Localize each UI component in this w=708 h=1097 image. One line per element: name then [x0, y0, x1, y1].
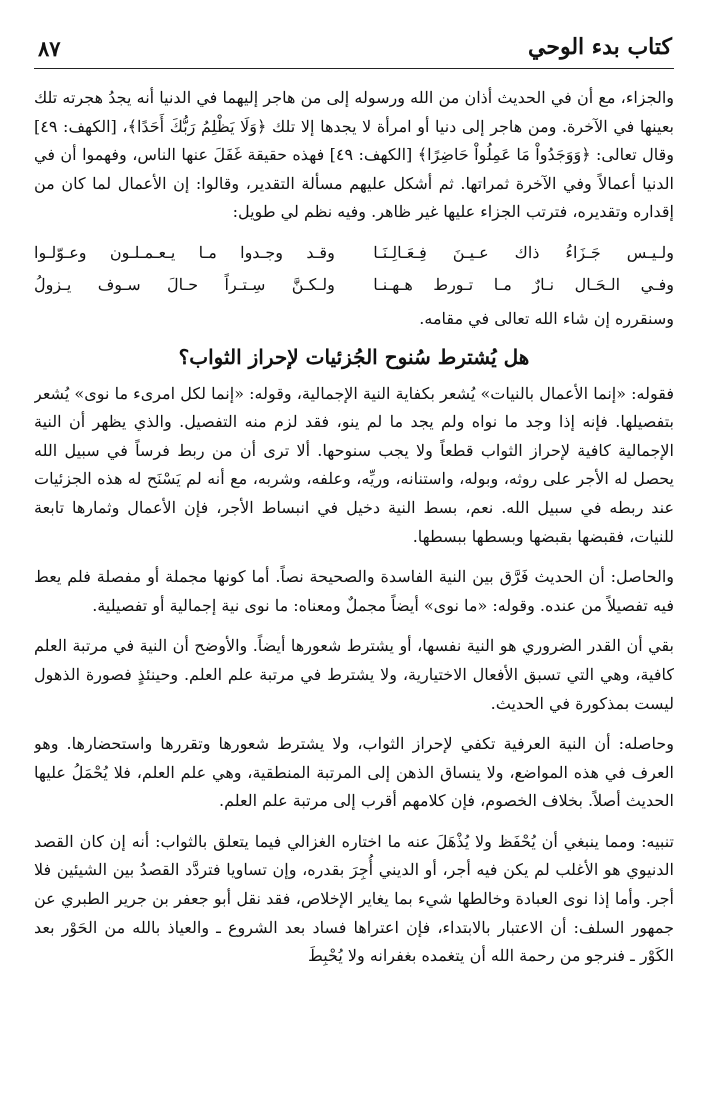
paragraph-2: وسنقرره إن شاء الله تعالى في مقامه.: [419, 308, 674, 328]
verse-1-first-hemistich: ولـيـس جَـزَاءُ ذاك عـيـنَ فِـعَـالِـنَـا: [373, 242, 674, 262]
verse-line-1: [34, 237, 674, 269]
paragraph-4: والحاصل: أن الحديث فَرَّق بين النية الفاسدة والصحيحة نصاً. أما كونها مجملة أو مفصلة فلم يعط فيه تفصيلاً من عنده. وقوله: «ما نوى» أيضاً مجملٌ ومعناه: ما نوى نية إجمالية أو تفصيلية.: [34, 567, 674, 615]
running-title: كتاب بدء الوحي: [528, 34, 672, 60]
section-heading: هل يُشترط سُنوح الجُزئيات لإحراز الثواب؟: [178, 344, 530, 369]
paragraph-6: وحاصله: أن النية العرفية تكفي لإحراز الثواب، ولا يشترط شعورها وتقررها واستحضارها. وهو العرف في هذه المواضع، ولا ينساق الذهن إلى المرتبة المنطقية، وهي علم العلم، فلا يُحْمَلُ عليها الحديث أصلاً. بخلاف الخصوم، فإن كلامهم أقرب إلى مرتبة علم العلم.: [34, 734, 674, 811]
paragraph-3: فقوله: «إنما الأعمال بالنيات» يُشعر بكفاية النية الإجمالية، وقوله: «إنما لكل امرىء ما نوى» يُشعر بتفصيلها. فإنه إذا وجد ما نواه ولم يجد ما لم ينو، فقد لزم منه التفصيل. والذي يظهر أن النية الإجمالية كافية لإحراز الثواب قطعاً ولا يجب سنوحها. ألا ترى أن من ربط فرساً في سبيل الله يحصل له الأجر على روثه، وبوله، واستنانه، وريِّه، وعلفه، وشربه، مع أنه لم يَسْنَح له هذه الجزئيات عند ربطه في سبيل الله. نعم، بسط النية دخيل في انبساط الأجر، فإن الأعمال وثمارها تابعة للنيات، فقبضها بقبضها وبسطها ببسطها.: [34, 383, 674, 546]
paragraph-5: بقي أن القدر الضروري هو النية نفسها، أو يشترط شعورها أيضاً. والأوضح أن النية في مرتبة العلم كافية، وهي التي تسبق الأفعال الاختيارية، ولا يشترط في مرتبة علم العلم. وحينئذٍ فصورة الذهول ليست بمذكورة في الحديث.: [34, 636, 674, 713]
paragraph-1: والجزاء، مع أن في الحديث أذان من الله ورسوله إلى من هاجر إليهما في الدنيا أنه يجدُ هجرته تلك بعينها في الآخرة. ومن هاجر إلى دنيا أو امرأة لا يجدها إلا تلك ﴿وَلَا يَظْلِمُ رَبُّكَ أَحَدًا﴾، [الكهف: ٤٩] وقال تعالى: ﴿وَوَجَدُواْ مَا عَمِلُواْ حَاضِرًا﴾ [الكهف: ٤٩] فهذه حقيقة غَفَلَ عنها الناس، وفهموا أن في الدنيا أعمالاً وفي الآخرة ثمراتها. ثم أشكل عليهم مسألة التقدير، وقالوا: إن الأعمال لما كان من إقداره وتقديره، فترتب الجزاء عليها غير ظاهر. وفيه نظم لي طويل:: [34, 88, 674, 222]
poem-verses: [34, 237, 674, 301]
verse-2-first-hemistich: وفـي الـحَـال نـارٌ مـا تـورط هـهـنـا: [373, 274, 674, 294]
verse-2-second-hemistich: ولـكـنَّ سِـتـراً حـالَ سـوف يـزولُ: [34, 274, 335, 294]
paragraph-7: تنبيه: ومما ينبغي أن يُحْفَظ ولا يُذْهَلَ عنه ما اختاره الغزالي فيما يتعلق بالثواب: أنه إن كان القصد الدنيوي هو الأغلب لم يكن فيه أجر، أو الديني أُجِرَ بقدره، وإن تساويا فتردَّد القصدُ بين الشيئين فلا أجر. وأما إذا نوى العبادة وخالطها شيء بما يغاير الإخلاص، فقد نقل أبو جعفر بن جرير الطبري عن جمهور السلف: أن الاعتبار بالابتداء، فإن اعتراها فساد بعد الشروع ـ والعياذ بالله من الحَوْر بعد الكَوْر ـ فنرجو من رحمة الله أن يتغمده بغفرانه ولا يُحْبِطَ: [34, 831, 674, 966]
page-body: [34, 84, 674, 1087]
verse-1-second-hemistich: وقـد وجـدوا مـا يـعـمـلـون وعـوّلـوا: [34, 242, 335, 262]
page-number: ٨٧: [38, 36, 61, 61]
verse-line-2: [34, 269, 674, 301]
page-header: [34, 30, 674, 69]
